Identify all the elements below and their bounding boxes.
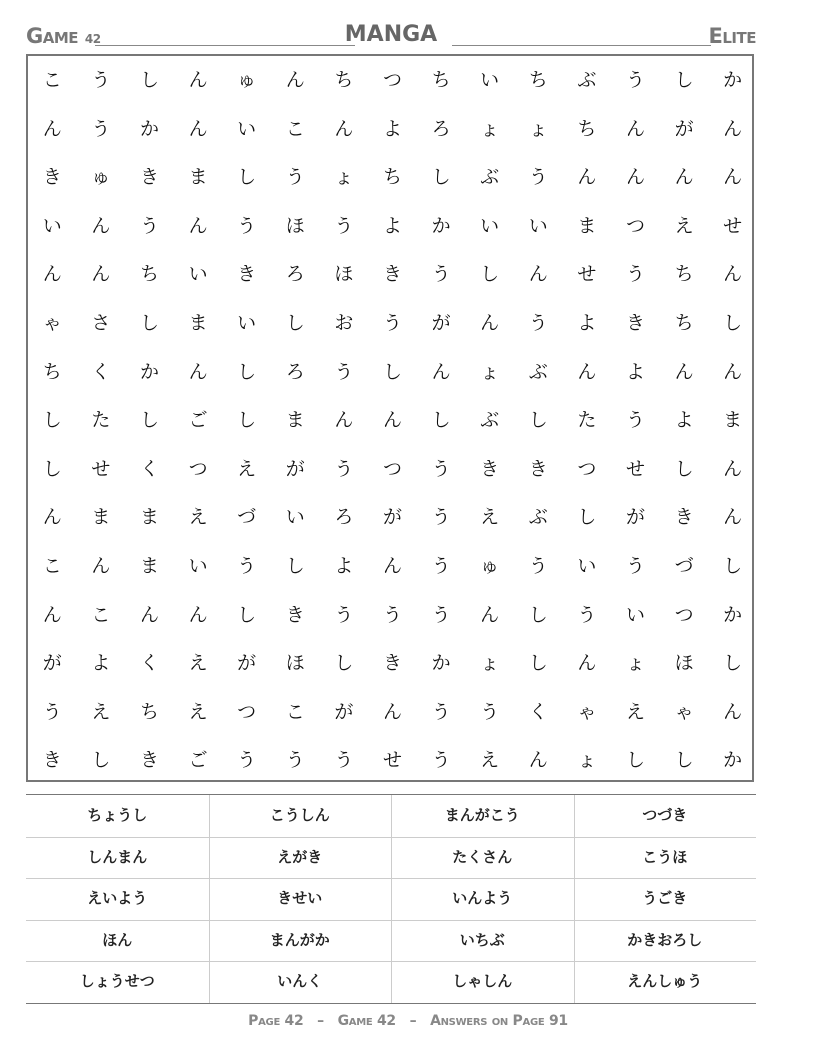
grid-cell[interactable]: ん xyxy=(91,263,111,286)
grid-cell[interactable]: ん xyxy=(723,360,743,383)
grid-cell[interactable]: し xyxy=(139,69,159,91)
grid-cell[interactable]: よ xyxy=(577,312,597,334)
grid-cell[interactable]: ま xyxy=(139,506,159,529)
grid-cell[interactable]: い xyxy=(480,69,500,91)
grid-cell[interactable]: が xyxy=(382,506,402,529)
grid-cell[interactable]: こ xyxy=(91,603,111,626)
word-list-row xyxy=(26,837,756,880)
word-list-item: えがき xyxy=(277,847,323,866)
word-list-item: こうしん xyxy=(269,806,330,824)
grid-cell[interactable]: ま xyxy=(139,555,159,577)
grid-cell[interactable]: ち xyxy=(674,263,694,286)
grid-cell[interactable]: え xyxy=(91,700,111,723)
grid-cell[interactable]: ほ xyxy=(285,652,305,675)
grid-cell[interactable]: ぶ xyxy=(480,166,500,189)
word-list-item: いんよう xyxy=(452,889,513,908)
grid-cell[interactable]: せ xyxy=(577,263,597,286)
grid-cell[interactable]: し xyxy=(42,457,62,480)
grid-cell[interactable]: ご xyxy=(188,749,208,772)
grid-cell[interactable]: し xyxy=(91,749,111,772)
grid-cell[interactable]: よ xyxy=(382,117,402,140)
grid-row xyxy=(28,348,752,397)
grid-cell[interactable]: ん xyxy=(188,360,208,383)
grid-cell[interactable]: い xyxy=(188,263,208,286)
grid-cell[interactable]: う xyxy=(480,700,500,723)
grid-cell[interactable]: ぶ xyxy=(577,69,597,91)
grid-cell[interactable]: う xyxy=(528,166,548,189)
grid-cell[interactable]: ん xyxy=(528,749,548,772)
grid-cell[interactable]: ょ xyxy=(528,117,548,140)
grid-cell[interactable]: ゃ xyxy=(577,700,597,723)
grid-cell[interactable]: ょ xyxy=(334,166,354,189)
grid-cell[interactable]: ん xyxy=(91,214,111,237)
grid-cell[interactable]: う xyxy=(334,749,354,772)
grid-cell[interactable]: え xyxy=(674,214,694,237)
grid-cell[interactable]: う xyxy=(528,312,548,334)
grid-row xyxy=(28,736,752,785)
grid-cell[interactable]: せ xyxy=(723,214,743,237)
grid-cell[interactable]: ん xyxy=(91,555,111,577)
grid-cell[interactable]: し xyxy=(237,603,257,626)
grid-cell[interactable]: え xyxy=(625,700,645,723)
grid-cell[interactable]: し xyxy=(139,312,159,334)
grid-row xyxy=(28,688,752,737)
grid-cell[interactable]: う xyxy=(431,749,451,772)
grid-cell[interactable]: き xyxy=(42,166,62,189)
grid-cell[interactable]: ま xyxy=(285,409,305,432)
word-search-grid xyxy=(26,54,754,782)
grid-cell[interactable]: う xyxy=(334,457,354,480)
grid-cell[interactable]: か xyxy=(431,214,451,237)
word-list-item: こうほ xyxy=(642,847,688,866)
grid-cell[interactable]: ま xyxy=(188,312,208,334)
grid-cell[interactable]: う xyxy=(334,360,354,383)
grid-cell[interactable]: き xyxy=(625,312,645,334)
grid-row xyxy=(28,105,752,154)
grid-row xyxy=(28,591,752,640)
grid-cell[interactable]: え xyxy=(188,652,208,675)
grid-cell[interactable]: つ xyxy=(237,700,257,723)
grid-row xyxy=(28,396,752,445)
grid-cell[interactable]: が xyxy=(42,652,62,675)
grid-cell[interactable]: き xyxy=(480,457,500,480)
grid-cell[interactable]: ゃ xyxy=(674,700,694,723)
grid-cell[interactable]: ち xyxy=(139,700,159,723)
grid-cell[interactable]: つ xyxy=(188,457,208,480)
grid-cell[interactable]: ち xyxy=(674,312,694,334)
word-list-item: しんまん xyxy=(87,847,148,866)
grid-cell[interactable]: し xyxy=(528,409,548,432)
word-list-item: いんく xyxy=(277,972,323,991)
grid-cell[interactable]: か xyxy=(723,69,743,91)
grid-row xyxy=(28,639,752,688)
grid-cell[interactable]: づ xyxy=(674,555,694,577)
grid-cell[interactable]: ち xyxy=(334,69,354,91)
grid-cell[interactable]: ち xyxy=(382,166,402,189)
word-list-item: えんしゅう xyxy=(627,972,703,991)
grid-cell[interactable]: ち xyxy=(42,360,62,383)
footer-separator: – xyxy=(409,1013,417,1029)
game-number: 42 xyxy=(84,32,101,46)
grid-cell[interactable]: ん xyxy=(334,117,354,140)
difficulty-level: Elite xyxy=(708,24,756,48)
grid-cell[interactable]: つ xyxy=(625,214,645,237)
word-list-item: いちぶ xyxy=(459,930,505,949)
grid-cell[interactable]: い xyxy=(42,214,62,237)
grid-cell[interactable]: ん xyxy=(42,506,62,529)
grid-cell[interactable]: ん xyxy=(577,360,597,383)
grid-cell[interactable]: ん xyxy=(382,700,402,723)
grid-cell[interactable]: つ xyxy=(382,457,402,480)
grid-cell[interactable]: し xyxy=(139,409,159,432)
grid-cell[interactable]: し xyxy=(334,652,354,675)
grid-cell[interactable]: こ xyxy=(42,69,62,91)
puzzle-title: MANGA xyxy=(344,22,438,47)
grid-cell[interactable]: う xyxy=(382,312,402,334)
grid-cell[interactable]: こ xyxy=(285,117,305,140)
grid-cell[interactable]: ん xyxy=(674,360,694,383)
grid-cell[interactable]: い xyxy=(577,555,597,577)
grid-row xyxy=(28,153,752,202)
grid-cell[interactable]: し xyxy=(674,457,694,480)
grid-row xyxy=(28,445,752,494)
grid-cell[interactable]: よ xyxy=(382,214,402,237)
grid-cell[interactable]: う xyxy=(42,700,62,723)
word-list-row xyxy=(26,795,756,838)
grid-cell[interactable]: え xyxy=(188,700,208,723)
grid-cell[interactable]: う xyxy=(382,603,402,626)
grid-cell[interactable]: ん xyxy=(139,603,159,626)
grid-cell[interactable]: う xyxy=(625,555,645,577)
grid-cell[interactable]: い xyxy=(625,603,645,626)
grid-cell[interactable]: う xyxy=(285,749,305,772)
grid-cell[interactable]: う xyxy=(625,69,645,91)
grid-cell[interactable]: ち xyxy=(139,263,159,286)
word-list-item: ちょうし xyxy=(87,806,148,824)
grid-cell[interactable]: し xyxy=(674,749,694,772)
grid-cell[interactable]: ん xyxy=(674,166,694,189)
grid-cell[interactable]: う xyxy=(237,214,257,237)
grid-cell[interactable]: き xyxy=(139,166,159,189)
word-list-item: きせい xyxy=(277,889,323,908)
grid-cell[interactable]: く xyxy=(139,652,159,675)
grid-cell[interactable]: う xyxy=(285,166,305,189)
grid-cell[interactable]: た xyxy=(91,409,111,432)
grid-cell[interactable]: ん xyxy=(42,603,62,626)
grid-cell[interactable]: う xyxy=(334,214,354,237)
grid-cell[interactable]: し xyxy=(723,652,743,675)
word-list-item: えいよう xyxy=(87,889,148,908)
grid-cell[interactable]: ぶ xyxy=(480,409,500,432)
grid-cell[interactable]: う xyxy=(431,263,451,286)
grid-row xyxy=(28,493,752,542)
grid-cell[interactable]: ょ xyxy=(480,652,500,675)
grid-cell[interactable]: し xyxy=(431,409,451,432)
grid-cell[interactable]: く xyxy=(139,457,159,480)
grid-cell[interactable]: い xyxy=(528,214,548,237)
grid-cell[interactable]: う xyxy=(577,603,597,626)
word-list-item: ほん xyxy=(102,930,133,949)
grid-cell[interactable]: ろ xyxy=(285,360,305,383)
grid-cell[interactable]: ん xyxy=(723,117,743,140)
grid-cell[interactable]: ん xyxy=(42,117,62,140)
grid-cell[interactable]: ま xyxy=(577,214,597,237)
grid-cell[interactable]: き xyxy=(237,263,257,286)
grid-cell[interactable]: く xyxy=(91,360,111,383)
grid-cell[interactable]: ん xyxy=(723,506,743,529)
grid-cell[interactable]: ゃ xyxy=(42,312,62,334)
grid-cell[interactable]: う xyxy=(431,700,451,723)
footer-separator: – xyxy=(317,1013,324,1029)
grid-cell[interactable]: ょ xyxy=(480,117,500,140)
grid-cell[interactable]: え xyxy=(237,457,257,480)
grid-cell[interactable]: ん xyxy=(334,409,354,432)
grid-cell[interactable]: ん xyxy=(625,166,645,189)
grid-cell[interactable]: ん xyxy=(188,603,208,626)
header-rule-right xyxy=(452,45,711,46)
grid-cell[interactable]: き xyxy=(382,652,402,675)
grid-cell[interactable]: か xyxy=(723,749,743,772)
grid-cell[interactable]: ん xyxy=(723,700,743,723)
word-list-item: つづき xyxy=(642,806,688,824)
grid-cell[interactable]: が xyxy=(431,312,451,334)
grid-cell[interactable]: え xyxy=(480,506,500,529)
grid-cell[interactable]: が xyxy=(334,700,354,723)
word-list-row xyxy=(26,961,756,1003)
grid-cell[interactable]: う xyxy=(91,69,111,91)
grid-cell[interactable]: ろ xyxy=(334,506,354,529)
grid-cell[interactable]: し xyxy=(382,360,402,383)
grid-cell[interactable]: よ xyxy=(674,409,694,432)
grid-row xyxy=(28,542,752,591)
grid-cell[interactable]: つ xyxy=(577,457,597,480)
grid-cell[interactable]: う xyxy=(431,603,451,626)
grid-cell[interactable]: う xyxy=(431,506,451,529)
page-footer xyxy=(0,1013,816,1029)
grid-cell[interactable]: か xyxy=(139,360,159,383)
grid-cell[interactable]: し xyxy=(480,263,500,286)
grid-cell[interactable]: づ xyxy=(237,506,257,529)
footer-page: Page 42 xyxy=(248,1013,304,1029)
grid-cell[interactable]: ょ xyxy=(577,749,597,772)
grid-cell[interactable]: う xyxy=(237,555,257,577)
grid-cell[interactable]: ん xyxy=(431,360,451,383)
grid-cell[interactable]: き xyxy=(674,506,694,529)
grid-cell[interactable]: う xyxy=(528,555,548,577)
grid-cell[interactable]: し xyxy=(674,69,694,91)
grid-cell[interactable]: し xyxy=(285,555,305,577)
grid-cell[interactable]: う xyxy=(139,214,159,237)
grid-cell[interactable]: ん xyxy=(577,652,597,675)
grid-cell[interactable]: ま xyxy=(91,506,111,529)
grid-cell[interactable]: ん xyxy=(382,555,402,577)
grid-cell[interactable]: う xyxy=(237,749,257,772)
grid-cell[interactable]: し xyxy=(285,312,305,334)
grid-cell[interactable]: ゅ xyxy=(237,69,257,91)
word-list-row xyxy=(26,920,756,963)
grid-cell[interactable]: う xyxy=(431,457,451,480)
grid-cell[interactable]: ん xyxy=(382,409,402,432)
grid-cell[interactable]: し xyxy=(431,166,451,189)
grid-cell[interactable]: ほ xyxy=(285,214,305,237)
grid-cell[interactable]: き xyxy=(285,603,305,626)
grid-cell[interactable]: ん xyxy=(285,69,305,91)
grid-cell[interactable]: つ xyxy=(382,69,402,91)
grid-cell[interactable]: ん xyxy=(723,457,743,480)
grid-cell[interactable]: ん xyxy=(625,117,645,140)
grid-cell[interactable]: ょ xyxy=(625,652,645,675)
grid-cell[interactable]: ん xyxy=(480,312,500,334)
grid-cell[interactable]: ろ xyxy=(285,263,305,286)
footer-answers: Answers on Page 91 xyxy=(430,1013,568,1029)
grid-cell[interactable]: し xyxy=(723,555,743,577)
footer-game: Game 42 xyxy=(337,1013,396,1029)
grid-cell[interactable]: し xyxy=(237,409,257,432)
word-list-item: うごき xyxy=(642,889,688,908)
grid-cell[interactable]: よ xyxy=(334,555,354,577)
grid-cell[interactable]: よ xyxy=(91,652,111,675)
grid-cell[interactable]: た xyxy=(577,409,597,432)
grid-cell[interactable]: せ xyxy=(625,457,645,480)
grid-cell[interactable]: し xyxy=(237,166,257,189)
grid-cell[interactable]: ん xyxy=(577,166,597,189)
grid-cell[interactable]: せ xyxy=(382,749,402,772)
word-list-item: たくさん xyxy=(452,847,513,866)
grid-cell[interactable]: ょ xyxy=(480,360,500,383)
grid-cell[interactable]: う xyxy=(625,263,645,286)
grid-cell[interactable]: せ xyxy=(91,457,111,480)
grid-cell[interactable]: ち xyxy=(528,69,548,91)
grid-cell[interactable]: き xyxy=(139,749,159,772)
grid-cell[interactable]: き xyxy=(528,457,548,480)
grid-cell[interactable]: ほ xyxy=(674,652,694,675)
grid-cell[interactable]: か xyxy=(431,652,451,675)
grid-row xyxy=(28,250,752,299)
grid-cell[interactable]: い xyxy=(285,506,305,529)
grid-cell[interactable]: ま xyxy=(723,409,743,432)
grid-cell[interactable]: く xyxy=(528,700,548,723)
grid-cell[interactable]: い xyxy=(188,555,208,577)
grid-cell[interactable]: う xyxy=(431,555,451,577)
grid-cell[interactable]: き xyxy=(42,749,62,772)
grid-cell[interactable]: え xyxy=(480,749,500,772)
grid-cell[interactable]: ま xyxy=(188,166,208,189)
grid-cell[interactable]: し xyxy=(528,652,548,675)
grid-cell[interactable]: ぶ xyxy=(528,506,548,529)
grid-cell[interactable]: こ xyxy=(42,555,62,577)
word-list-item: まんがこう xyxy=(444,806,520,824)
grid-cell[interactable]: ち xyxy=(431,69,451,91)
grid-cell[interactable]: し xyxy=(625,749,645,772)
grid-cell[interactable]: ぶ xyxy=(528,360,548,383)
grid-cell[interactable]: ん xyxy=(723,263,743,286)
word-list-item: しょうせつ xyxy=(79,972,155,991)
page-header xyxy=(26,22,756,48)
word-list xyxy=(26,794,756,1004)
grid-cell[interactable]: う xyxy=(625,409,645,432)
word-list-item: しゃしん xyxy=(452,972,513,991)
grid-cell[interactable]: か xyxy=(139,117,159,140)
grid-cell[interactable]: ん xyxy=(42,263,62,286)
grid-cell[interactable]: さ xyxy=(91,312,111,334)
grid-cell[interactable]: う xyxy=(91,117,111,140)
grid-cell[interactable]: き xyxy=(382,263,402,286)
grid-cell[interactable]: ん xyxy=(188,214,208,237)
grid-cell[interactable]: ご xyxy=(188,409,208,432)
grid-cell[interactable]: ほ xyxy=(334,263,354,286)
grid-cell[interactable]: つ xyxy=(674,603,694,626)
grid-cell[interactable]: し xyxy=(528,603,548,626)
grid-cell[interactable]: ん xyxy=(188,117,208,140)
grid-cell[interactable]: ん xyxy=(528,263,548,286)
grid-cell[interactable]: し xyxy=(237,360,257,383)
grid-cell[interactable]: が xyxy=(237,652,257,675)
grid-cell[interactable]: え xyxy=(188,506,208,529)
grid-cell[interactable]: よ xyxy=(625,360,645,383)
grid-cell[interactable]: ゅ xyxy=(480,555,500,577)
grid-cell[interactable]: い xyxy=(237,312,257,334)
grid-cell[interactable]: ん xyxy=(723,166,743,189)
grid-cell[interactable]: し xyxy=(42,409,62,432)
word-list-item: かきおろし xyxy=(627,930,703,949)
grid-cell[interactable]: い xyxy=(237,117,257,140)
grid-row xyxy=(28,299,752,348)
grid-cell[interactable]: ろ xyxy=(431,117,451,140)
grid-cell[interactable]: が xyxy=(285,457,305,480)
grid-cell[interactable]: い xyxy=(480,214,500,237)
grid-cell[interactable]: こ xyxy=(285,700,305,723)
grid-cell[interactable]: お xyxy=(334,312,354,334)
grid-cell[interactable]: う xyxy=(334,603,354,626)
grid-cell[interactable]: ん xyxy=(480,603,500,626)
grid-cell[interactable]: し xyxy=(723,312,743,334)
grid-cell[interactable]: か xyxy=(723,603,743,626)
word-list-item: まんがか xyxy=(269,930,330,949)
grid-cell[interactable]: し xyxy=(577,506,597,529)
grid-cell[interactable]: が xyxy=(625,506,645,529)
grid-cell[interactable]: が xyxy=(674,117,694,140)
grid-cell[interactable]: ゅ xyxy=(91,166,111,189)
grid-row xyxy=(28,56,752,105)
word-list-row xyxy=(26,878,756,921)
grid-cell[interactable]: ん xyxy=(188,69,208,91)
grid-cell[interactable]: ち xyxy=(577,117,597,140)
game-label-text: Game xyxy=(26,24,79,48)
grid-row xyxy=(28,202,752,251)
